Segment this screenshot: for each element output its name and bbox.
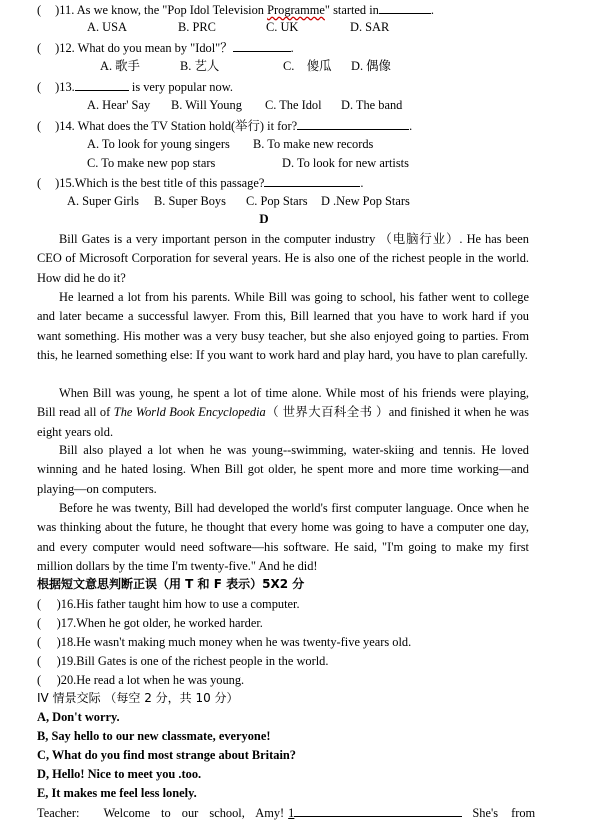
question-stem: 12. What do you mean by "Idol"？ [59, 41, 233, 55]
dialog-text-tail: She's from [472, 806, 536, 820]
paragraph-text: Before he was twenty, Bill had developed the world's first computer language. Once when he was thinking about the future, he thought that every home was going to have a computer one day, and every computer would need software—his software. He said, "I'm going to make my first million dollars by the time I'm twenty-five." And he did! [37, 501, 529, 573]
option-c: C. The Idol [265, 98, 322, 112]
answer-paren[interactable]: ( ) [37, 654, 61, 668]
option-a: A. To look for young singers [87, 137, 230, 151]
question-11 [37, 1, 434, 18]
option-d: D. SAR [350, 20, 390, 34]
dialog-option-d: D, Hello! Nice to meet you .too. [37, 767, 202, 781]
tf-statement: 19.Bill Gates is one of the richest people in the world. [60, 654, 329, 668]
answer-paren-close: ) [55, 3, 60, 17]
book-title: The World Book Encyclopedia [113, 405, 266, 420]
tf-item-17 [37, 615, 263, 631]
option-c: C. Pop Stars [246, 194, 308, 208]
option-b: B. PRC [178, 20, 216, 34]
passage-paragraph-4 [37, 441, 529, 499]
answer-paren-close: ) [55, 176, 60, 190]
period: . [430, 3, 434, 17]
option-c: C. UK [266, 20, 299, 34]
option-c: C. 傻瓜 [283, 59, 332, 73]
answer-paren[interactable]: ( ) [37, 673, 61, 687]
tf-statement: 17.When he got older, he worked harder. [60, 616, 263, 630]
teacher-dialog-line [37, 804, 535, 821]
question-stem: 11. As we know, the "Pop Idol Television [59, 3, 268, 17]
period: . [290, 41, 294, 55]
dialog-text: Welcome to our school, Amy! [103, 806, 285, 820]
passage-paragraph-5 [37, 499, 529, 576]
option-b: B. To make new records [253, 137, 374, 151]
answer-paren-close: ) [55, 119, 60, 133]
passage-paragraph-3 [37, 384, 529, 442]
passage-paragraph-2 [37, 288, 529, 365]
passage-paragraph-1 [37, 230, 529, 288]
answer-paren-close: ) [55, 80, 60, 94]
answer-blank[interactable] [233, 39, 291, 52]
option-d: D .New Pop Stars [321, 194, 410, 208]
dialog-option-c: C, What do you find most strange about Britain? [37, 748, 296, 762]
option-d: D. 偶像 [351, 59, 391, 73]
tf-statement: 16.His father taught him how to use a computer. [60, 597, 300, 611]
period: . [360, 176, 364, 190]
paragraph-text: Bill also played a lot when he was young--swimming, water-skiing and tennis. He loved winning and he hated losing. When Bill got older, he spent more and more time working—and playing—on computers. [37, 443, 529, 496]
answer-paren-open: ( [37, 3, 42, 17]
question-stem: 14. What does the TV Station hold(举行) it for? [59, 119, 298, 133]
section-letter: D [259, 211, 269, 226]
section-iv-heading: IV 情景交际 （每空 2 分，共 10 分） [37, 691, 239, 705]
answer-blank[interactable] [264, 174, 360, 187]
tf-statement: 20.He read a lot when he was young. [60, 673, 245, 687]
dialog-option-b: B, Say hello to our new classmate, everyone! [37, 729, 271, 743]
option-a: A. Super Girls [67, 194, 139, 208]
answer-paren[interactable]: ( ) [37, 635, 61, 649]
option-b: B. 艺人 [180, 59, 220, 73]
question-14 [37, 117, 412, 134]
tf-item-20 [37, 672, 244, 688]
answer-paren-open: ( [37, 119, 42, 133]
option-a: A. USA [87, 20, 127, 34]
question-stem-word: Programme [267, 3, 325, 17]
blank-number: 1 [288, 806, 295, 820]
answer-blank[interactable] [294, 804, 462, 817]
tf-item-16 [37, 596, 300, 612]
question-stem: 15.Which is the best title of this passage? [59, 176, 265, 190]
option-c: C. To make new pop stars [87, 156, 216, 170]
paragraph-text: （ 世界大百科全书 ）and finished it when he was eight years old. [37, 405, 530, 439]
option-d: D. To look for new artists [282, 156, 409, 170]
answer-paren[interactable]: ( ) [37, 597, 61, 611]
option-b: B. Super Boys [154, 194, 226, 208]
answer-paren-open: ( [37, 176, 42, 190]
question-12 [37, 39, 294, 56]
dialog-option-e: E, It makes me feel less lonely. [37, 786, 197, 800]
paragraph-text: When Bill was young, he spent a lot of time alone. While most of his friends were playing, Bill read all of [37, 386, 529, 420]
tf-item-19 [37, 653, 328, 669]
tf-statement: 18.He wasn't making much money when he was twenty-five years old. [60, 635, 412, 649]
dialog-option-a: A, Don't worry. [37, 710, 120, 724]
option-a: A. 歌手 [100, 59, 140, 73]
question-15 [37, 174, 363, 191]
question-13 [37, 78, 233, 95]
answer-paren-close: ) [55, 41, 60, 55]
option-a: A. Hear' Say [87, 98, 151, 112]
option-d: D. The band [341, 98, 403, 112]
answer-blank[interactable] [297, 117, 409, 130]
period: . [409, 119, 413, 133]
tf-item-18 [37, 634, 411, 650]
answer-paren[interactable]: ( ) [37, 616, 61, 630]
option-b: B. Will Young [171, 98, 242, 112]
answer-paren-open: ( [37, 41, 42, 55]
paragraph-text: He learned a lot from his parents. While Bill was going to school, his father went to college and later became a successful lawyer. From this, Bill learned that you have to work hard if you want something. His mother was a very busy teacher, but she also enjoyed going to parties. From this, he learned something else: If you want to work hard and play hard, you have to plan carefully. [37, 290, 529, 362]
speaker-label: Teacher: [37, 806, 80, 820]
answer-blank[interactable] [75, 78, 129, 91]
question-stem-tail: " started in [324, 3, 379, 17]
answer-blank[interactable] [379, 1, 431, 14]
question-stem: 13. [59, 80, 75, 94]
tf-heading: 根据短文意思判断正误（用 T 和 F 表示）5X2 分 [37, 577, 305, 591]
paragraph-text: Bill Gates is a very important person in the computer industry （电脑行业）. He has been CEO of Microsoft Corporation for several years. He is also one of the richest people in the world. How did he do it? [37, 232, 529, 285]
answer-paren-open: ( [37, 80, 42, 94]
question-stem-tail: is very popular now. [128, 80, 233, 94]
